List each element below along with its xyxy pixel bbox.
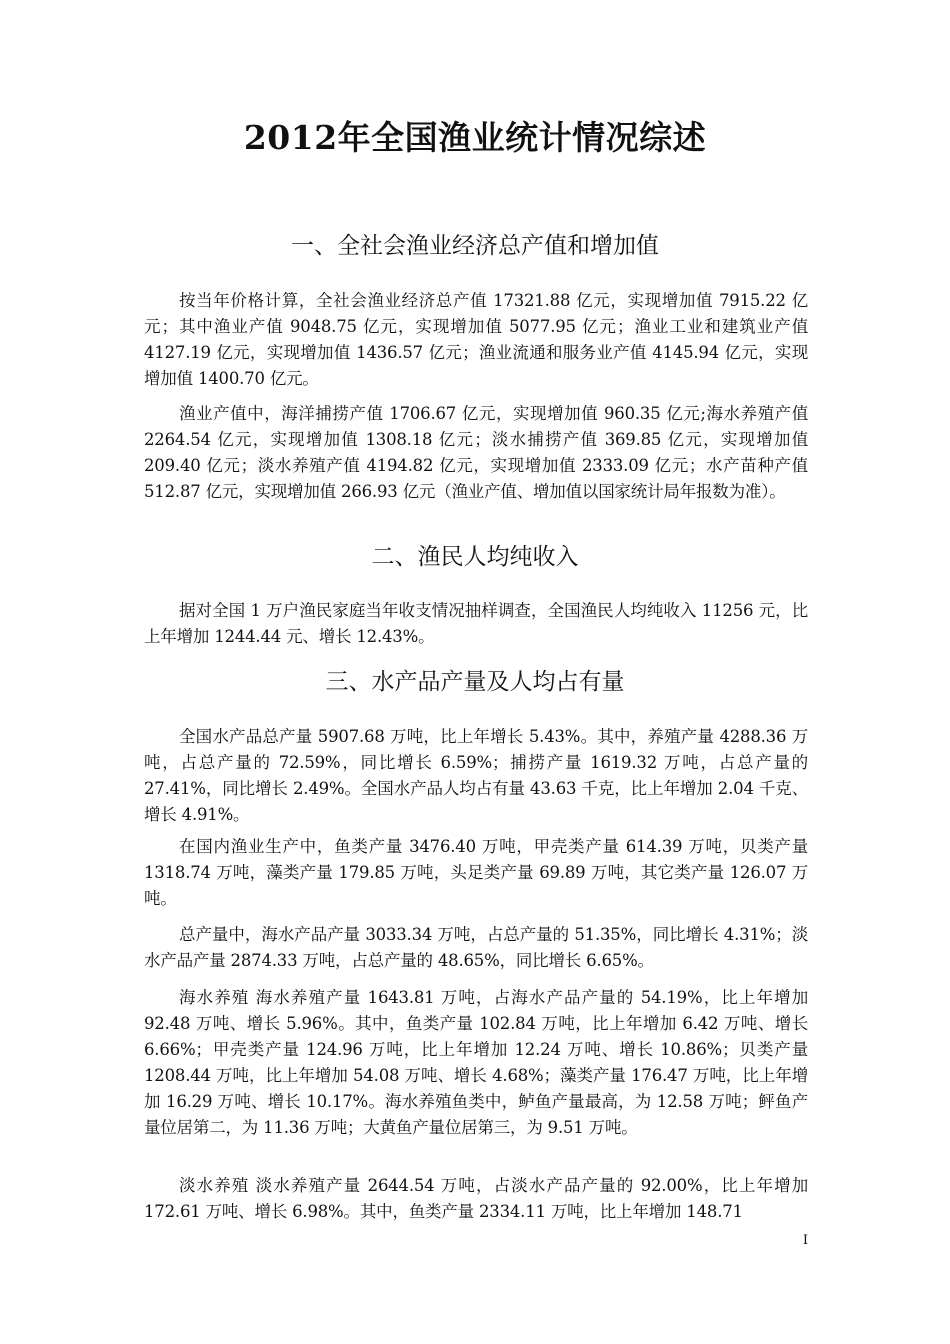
document-title: 2012年全国渔业统计情况综述 — [243, 118, 707, 157]
section-heading-fisher-income: 二、渔民人均纯收入 — [371, 544, 579, 570]
paragraph-fisher-income: 据对全国 1 万户渔民家庭当年收支情况抽样调查，全国渔民人均纯收入 11256 元，比上年增加 1244.44 元、增长 12.43%。 — [144, 601, 808, 646]
paragraph-total-aquatic-output: 全国水产品总产量 5907.68 万吨，比上年增长 5.43%。其中，养殖产量 4288.36 万吨，占总产量的 72.59%，同比增长 6.59%；捕捞产量 1619.32 万吨，占总产量的 27.41%，同比增长 2.49%。全国水产品人均占有量 43.63 千克，比上年增加 2.04 千克、增长 4.91%。 — [144, 727, 808, 824]
page-number: I — [802, 1233, 808, 1248]
paragraph-freshwater-aquaculture: 淡水养殖 淡水养殖产量 2644.54 万吨，占淡水产品产量的 92.00%，比上年增加 172.61 万吨、增长 6.98%。其中，鱼类产量 2334.11 万吨，比上年增加 148.71 — [144, 1176, 808, 1221]
section-heading-aquatic-output: 三、水产品产量及人均占有量 — [325, 669, 625, 695]
paragraph-marine-freshwater-output: 总产量中，海水产品产量 3033.34 万吨，占总产量的 51.35%，同比增长 4.31%；淡水产品产量 2874.33 万吨，占总产量的 48.65%，同比增长 6.65%。 — [144, 925, 808, 970]
paragraph-domestic-production: 在国内渔业生产中，鱼类产量 3476.40 万吨，甲壳类产量 614.39 万吨，贝类产量 1318.74 万吨，藻类产量 179.85 万吨，头足类产量 69.89 万吨，其它类产量 126.07 万吨。 — [144, 837, 808, 908]
section-heading-output-value: 一、全社会渔业经济总产值和增加值 — [291, 233, 659, 259]
paragraph-fishery-output: 渔业产值中，海洋捕捞产值 1706.67 亿元，实现增加值 960.35 亿元;海水养殖产值 2264.54 亿元，实现增加值 1308.18 亿元；淡水捕捞产值 369.85 亿元，实现增加值 209.40 亿元；淡水养殖产值 4194.82 亿元，实现增加值 2333.09 亿元；水产苗种产值 512.87 亿元，实现增加值 266.93 亿元（渔业产值、增加值以国家统计局年报数为准）。 — [144, 404, 808, 501]
paragraph-marine-aquaculture: 海水养殖 海水养殖产量 1643.81 万吨，占海水产品产量的 54.19%，比上年增加 92.48 万吨、增长 5.96%。其中，鱼类产量 102.84 万吨，比上年增加 6.42 万吨、增长 6.66%；甲壳类产量 124.96 万吨，比上年增加 12.24 万吨、增长 10.86%；贝类产量 1208.44 万吨，比上年增加 54.08 万吨、增长 4.68%；藻类产量 176.47 万吨，比上年增加 16.29 万吨、增长 10.17%。海水养殖鱼类中，鲈鱼产量最高，为 12.58 万吨；鲆鱼产量位居第二，为 11.36 万吨；大黄鱼产量位居第三，为 9.51 万吨。 — [144, 988, 808, 1137]
paragraph-total-output: 按当年价格计算，全社会渔业经济总产值 17321.88 亿元，实现增加值 7915.22 亿元；其中渔业产值 9048.75 亿元，实现增加值 5077.95 亿元；渔业工业和建筑业产值 4127.19 亿元，实现增加值 1436.57 亿元；渔业流通和服务业产值 4145.94 亿元，实现增加值 1400.70 亿元。 — [144, 291, 808, 388]
